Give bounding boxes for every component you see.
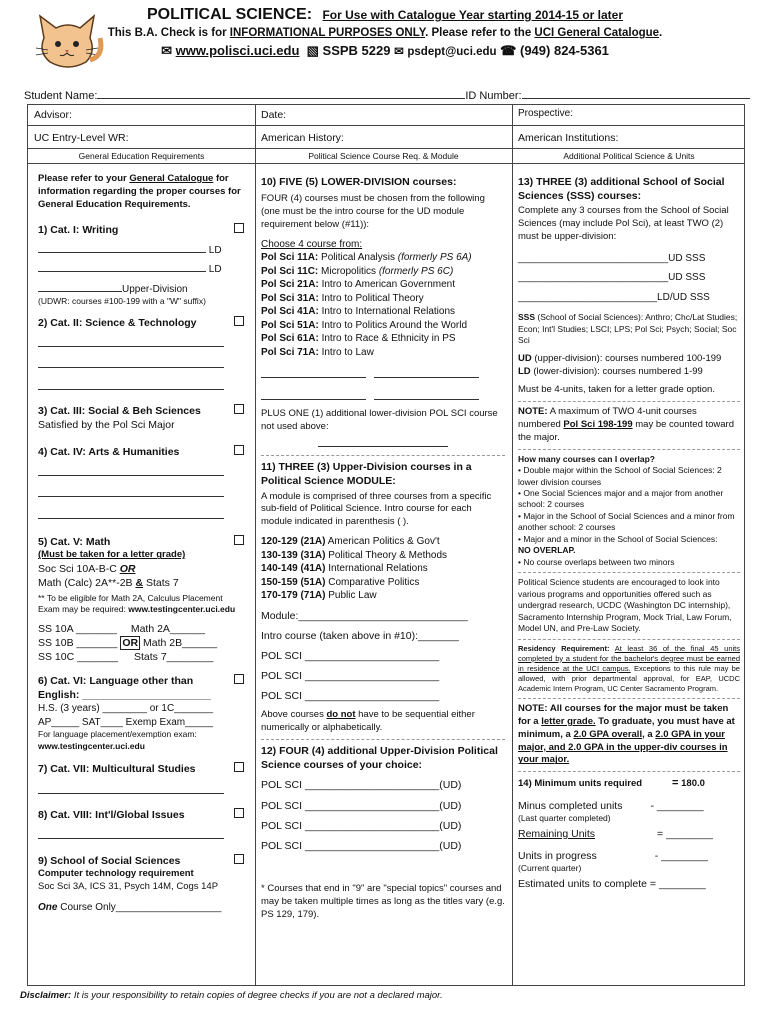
module-polsci-3[interactable]: POL SCI _______________________ bbox=[261, 690, 440, 703]
cat1-ud-line[interactable] bbox=[38, 291, 122, 292]
or-label: OR bbox=[119, 563, 136, 576]
one-course-field[interactable]: Course Only___________________ bbox=[60, 902, 222, 914]
module-name: Comparative Politics bbox=[328, 576, 420, 588]
completed-units-field[interactable]: ________ bbox=[656, 800, 704, 813]
course-name: Intro to American Government bbox=[321, 279, 455, 291]
american-institutions-label: American Institutions: bbox=[518, 132, 619, 144]
page-header bbox=[0, 6, 770, 59]
and-label: & bbox=[135, 577, 144, 590]
course-name: Intro to Race & Ethnicity in PS bbox=[321, 333, 456, 345]
id-number-label: ID Number: bbox=[465, 90, 522, 102]
module-list bbox=[261, 535, 505, 603]
letter-grade-note: (Must be taken for a letter grade) bbox=[38, 549, 186, 561]
additional-column bbox=[512, 175, 744, 891]
disclaimer-label: Disclaimer: bbox=[20, 990, 72, 1001]
student-info-line bbox=[24, 90, 750, 102]
entry-level-wr-label: UC Entry-Level WR: bbox=[34, 132, 129, 144]
cat5-math: 5) Cat. V: Math bbox=[38, 536, 111, 549]
lower-division-title: 10) FIVE (5) LOWER-DIVISION courses: bbox=[261, 176, 457, 188]
cat2-line-3[interactable] bbox=[38, 389, 224, 390]
estimated-units-field[interactable]: ________ bbox=[658, 877, 706, 890]
residency-exceptions: Exceptions to this rule may be allowed, with prior departmental approval, for EAP, UCDC Academic Intern Program, UC Center Sacramento Program. bbox=[518, 663, 740, 694]
course-code: Pol Sci 11C: bbox=[261, 265, 319, 277]
cat7-checkbox[interactable] bbox=[234, 762, 244, 772]
testing-center-link[interactable]: www.testingcenter.uci.edu bbox=[128, 604, 236, 615]
choose-label: Choose 4 course from: bbox=[261, 238, 363, 250]
prospective-label: Prospective: bbox=[518, 108, 574, 119]
cat8-line[interactable] bbox=[38, 838, 224, 839]
catalogue-link[interactable]: UCI General Catalogue bbox=[534, 27, 660, 39]
or-box: OR bbox=[122, 636, 139, 649]
overlap-item: • Major in the School of Social Sciences and a minor from another school: 2 courses bbox=[518, 510, 735, 533]
cat3-social: 3) Cat. III: Social & Beh Sciences bbox=[38, 405, 201, 418]
additional-units-heading: Additional Political Science & Units bbox=[563, 151, 695, 161]
residency-rule: At least 36 of the final 45 units completed by a student for the bachelor's degree must be earned in residence at the UCI campus. bbox=[518, 643, 741, 673]
remaining-units-field[interactable]: ________ bbox=[666, 827, 713, 840]
course-former: (formerly PS 6A) bbox=[397, 252, 472, 264]
ld-course-item bbox=[261, 292, 505, 306]
contact-line bbox=[0, 43, 770, 59]
ud-sss-2[interactable]: ___________________________UD SSS bbox=[518, 272, 706, 284]
disclaimer bbox=[20, 990, 760, 1001]
module-name: Political Theory & Methods bbox=[328, 549, 448, 561]
student-name-label: Student Name: bbox=[24, 90, 98, 102]
course-name: Intro to Law bbox=[321, 346, 374, 358]
cat8-global: 8) Cat. VIII: Int'l/Global Issues bbox=[38, 809, 185, 821]
module-polsci-2[interactable]: POL SCI _______________________ bbox=[261, 670, 440, 683]
cat2-science: 2) Cat. II: Science & Technology bbox=[38, 316, 197, 329]
building-icon: ▧ bbox=[306, 43, 319, 58]
module-field[interactable]: Module:_____________________________ bbox=[261, 609, 468, 622]
ud-sss-1[interactable]: ___________________________UD SSS bbox=[518, 252, 706, 264]
ss10c-field[interactable]: SS 10C _______ bbox=[38, 650, 118, 663]
cat4-checkbox[interactable] bbox=[234, 445, 244, 455]
course-code: Pol Sci 31A: bbox=[261, 292, 319, 304]
degree-check-grid bbox=[27, 104, 745, 986]
office-room: SSPB 5229 bbox=[322, 43, 391, 58]
sss-definition: (School of Social Sciences): Anthro; Chc/Lat Studies; Econ; Int'l Studies; LSCI; LPS; Pol Sci; Psych; Social; Soc Sci bbox=[518, 312, 738, 346]
cat1-ld-line-1[interactable] bbox=[38, 252, 206, 253]
language-testing-link[interactable]: www.testingcenter.uci.edu bbox=[38, 740, 145, 751]
cat3-checkbox[interactable] bbox=[234, 404, 244, 414]
course-code: Pol Sci 11A: bbox=[261, 252, 319, 264]
overlap-list bbox=[518, 465, 740, 568]
cat6-checkbox[interactable] bbox=[234, 674, 244, 684]
computer-courses: Soc Sci 3A, ICS 31, Psych 14M, Cogs 14P bbox=[38, 880, 219, 892]
ld-course-item bbox=[261, 278, 505, 292]
estimated-equals: = bbox=[649, 877, 657, 890]
course-name: Political Analysis bbox=[321, 252, 395, 264]
seq-pre: Above courses bbox=[261, 709, 324, 721]
ge-column bbox=[38, 173, 248, 915]
course-former: (formerly PS 6C) bbox=[378, 265, 454, 277]
overlap-item: • Major and a minor in the School of Social Sciences: bbox=[518, 533, 718, 544]
ge-requirements-heading: General Education Requirements bbox=[78, 151, 205, 161]
module-code: 140-149 (41A) bbox=[261, 563, 326, 575]
ud-abbrev: UD bbox=[518, 352, 532, 364]
cat8-checkbox[interactable] bbox=[234, 808, 244, 818]
upper-division-title: 12) FOUR (4) additional Upper-Division Political Science courses of your choice: bbox=[261, 745, 498, 772]
student-name-field[interactable] bbox=[97, 98, 465, 99]
title-text: POLITICAL SCIENCE: bbox=[146, 6, 313, 23]
soc-sci-sequence: Soc Sci 10A-B-C bbox=[38, 563, 117, 576]
overlap-item: • No course overlaps between two minors bbox=[518, 556, 675, 567]
cat3-note: Satisfied by the Pol Sci Major bbox=[38, 419, 175, 432]
overlap-item: • One Social Sciences major and a major from another school: 2 courses bbox=[518, 487, 724, 510]
min-units-label: 14) Minimum units required bbox=[518, 778, 643, 790]
cat4-line-3[interactable] bbox=[38, 518, 224, 519]
note2-pre: NOTE: All courses for the major must be taken for a bbox=[518, 703, 729, 728]
note2-mid2: , a bbox=[642, 728, 653, 740]
upper-division-label: Upper-Division bbox=[122, 283, 188, 295]
four-units-note: Must be 4-units, taken for a letter grade option. bbox=[518, 384, 715, 396]
note1-text: A maximum of TWO 4-unit courses numbered bbox=[518, 406, 697, 430]
hs-field[interactable]: H.S. (3 years) ________ or 1C_______ bbox=[38, 703, 214, 715]
module-item bbox=[261, 562, 505, 576]
email-link[interactable]: psdept@uci.edu bbox=[407, 46, 497, 58]
phone-icon: ☎ bbox=[500, 43, 517, 58]
cat2-line-2[interactable] bbox=[38, 367, 224, 368]
ld-course-item bbox=[261, 305, 505, 319]
course-name: Intro to Political Theory bbox=[321, 292, 424, 304]
sss-title: 13) THREE (3) additional School of Social Sciences (SSS) courses: bbox=[518, 176, 725, 203]
residency-label: Residency Requirement: bbox=[518, 643, 610, 653]
cat4-line-1[interactable] bbox=[38, 475, 224, 476]
envelope-icon: ✉ bbox=[161, 43, 172, 58]
lower-division-text: FOUR (4) courses must be chosen from the following (one must be the intro course for the UD module requirement below (#11)): bbox=[261, 193, 485, 230]
phone-number: (949) 824-5361 bbox=[520, 43, 609, 58]
ld-course-item bbox=[261, 319, 505, 333]
cat1-writing: 1) Cat. I: Writing bbox=[38, 224, 119, 237]
course-name: Micropolitics bbox=[321, 265, 377, 277]
informational-notice bbox=[0, 27, 770, 39]
ld-line-4[interactable] bbox=[374, 399, 479, 400]
course-code: Pol Sci 51A: bbox=[261, 319, 319, 331]
ld-line-1[interactable] bbox=[261, 377, 366, 378]
plus-one-line[interactable] bbox=[318, 446, 448, 447]
note2-mid: To graduate, you must have at minimum, a bbox=[518, 716, 735, 740]
remaining-equals: = bbox=[657, 827, 664, 840]
current-quarter-note: (Current quarter) bbox=[518, 863, 582, 874]
estimated-units-label: Estimated units to complete bbox=[518, 877, 647, 890]
minus-sign-2: - bbox=[654, 849, 659, 862]
ss10a-field[interactable]: SS 10A _______ bbox=[38, 622, 117, 635]
note1-courses: Pol Sci 198-199 bbox=[563, 418, 633, 430]
cat6-english-line[interactable]: English: ______________________ bbox=[38, 689, 211, 702]
website-link[interactable]: www.polisci.uci.edu bbox=[175, 43, 300, 58]
catalogue-year: For Use with Catalogue Year starting 2014-15 or later bbox=[322, 8, 624, 22]
note2-gpa-major: 2.0 GPA in your major, and 2.0 GPA in the upper-div courses in your major. bbox=[518, 728, 728, 766]
general-catalogue-link[interactable]: General Catalogue bbox=[129, 173, 214, 184]
minus-completed-label: Minus completed units bbox=[518, 800, 623, 813]
ld-course-item bbox=[261, 346, 505, 360]
cat7-multicultural: 7) Cat. VII: Multicultural Studies bbox=[38, 763, 196, 776]
note2-letter-grade: letter grade. bbox=[541, 716, 596, 728]
cat7-line[interactable] bbox=[38, 793, 224, 794]
ss10b-field[interactable]: SS 10B _______ bbox=[38, 636, 118, 649]
module-code: 130-139 (31A) bbox=[261, 549, 326, 561]
language-note: For language placement/exemption exam: bbox=[38, 729, 197, 740]
cat6-language: 6) Cat. VI: Language other than bbox=[38, 675, 194, 688]
ap-field[interactable]: AP_____ SAT____ Exemp Exam_____ bbox=[38, 716, 213, 728]
cat9-checkbox[interactable] bbox=[234, 854, 244, 864]
course-name: Intro to Politics Around the World bbox=[321, 319, 468, 331]
lower-division-course-list bbox=[261, 251, 505, 359]
ud-polsci-2[interactable]: POL SCI _______________________(UD) bbox=[261, 799, 462, 812]
module-item bbox=[261, 589, 505, 603]
ge-intro-post: for information regarding the proper courses for General Education Requirements. bbox=[38, 173, 241, 210]
stats7-field[interactable]: Stats 7________ bbox=[133, 650, 214, 663]
seq-do-not: do not bbox=[326, 709, 356, 721]
math2b-field[interactable]: Math 2B______ bbox=[143, 636, 218, 649]
ud-polsci-1[interactable]: POL SCI _______________________(UD) bbox=[261, 779, 462, 792]
note2-gpa-overall: 2.0 GPA overall bbox=[573, 728, 643, 740]
in-progress-field[interactable]: ________ bbox=[661, 849, 708, 862]
id-number-field[interactable] bbox=[522, 98, 750, 99]
ld-line-3[interactable] bbox=[261, 399, 366, 400]
ge-intro-pre: Please refer to your bbox=[38, 173, 127, 184]
overlap-title: How many courses can I overlap? bbox=[518, 453, 655, 464]
in-progress-label: Units in progress bbox=[518, 849, 597, 862]
notice-end: . bbox=[659, 27, 663, 39]
cat5-checkbox[interactable] bbox=[234, 535, 244, 545]
module-code: 120-129 (21A) bbox=[261, 536, 326, 548]
ldud-sss[interactable]: _________________________LD/UD SSS bbox=[518, 291, 710, 303]
module-item bbox=[261, 549, 505, 563]
opportunities-text: Political Science students are encouraged to look into various programs and opportunities offered such as undergrad research, UCDC (Washington DC internship), Sacramento Internship Program, Mock Trial, Law Forum, Model UN, and Pre-Law Society. bbox=[518, 577, 732, 634]
module-name: International Relations bbox=[328, 563, 428, 575]
american-history-label: American History: bbox=[261, 132, 344, 144]
module-code: 170-179 (71A) bbox=[261, 590, 326, 602]
cat1-ld-line-2[interactable] bbox=[38, 271, 206, 272]
ud-definition: (upper-division): courses numbered 100-199 bbox=[534, 352, 722, 364]
seq-post: have to be sequential either numerically or alphabetically. bbox=[261, 709, 475, 734]
module-item bbox=[261, 576, 505, 590]
math2a-field[interactable]: Math 2A______ bbox=[130, 622, 205, 635]
ld-definition: (lower-division): courses numbered 1-99 bbox=[533, 365, 703, 377]
polsci-column bbox=[255, 175, 505, 921]
ud-polsci-3[interactable]: POL SCI _______________________(UD) bbox=[261, 819, 462, 832]
course-code: Pol Sci 41A: bbox=[261, 306, 319, 318]
cat2-line-1[interactable] bbox=[38, 346, 224, 347]
course-name: Intro to International Relations bbox=[321, 306, 456, 318]
intro-course-field[interactable]: Intro course (taken above in #10):_______ bbox=[261, 629, 459, 642]
one-label: One bbox=[38, 902, 58, 914]
module-code: 150-159 (51A) bbox=[261, 576, 326, 588]
course-code: Pol Sci 21A: bbox=[261, 279, 319, 291]
ld-course-item bbox=[261, 332, 505, 346]
notice-post: . Please refer to the bbox=[425, 27, 532, 39]
note1-end: may be counted toward the major. bbox=[518, 418, 735, 443]
module-name: American Politics & Gov't bbox=[327, 536, 440, 548]
sss-text: Complete any 3 courses from the School of Social Sciences (may include Pol Sci), at least TWO (2) must be upper-division: bbox=[518, 205, 729, 242]
math-note-1: ** To be eligible for Math 2A, Calculus Placement bbox=[38, 592, 223, 603]
cat2-checkbox[interactable] bbox=[234, 316, 244, 326]
disclaimer-text: It is your responsibility to retain copies of degree checks if you are not a declared major. bbox=[73, 990, 443, 1001]
notice-pre: This B.A. Check is for bbox=[107, 27, 227, 39]
math-sequence: Math (Calc) 2A**-2B bbox=[38, 577, 133, 590]
notice-mid: INFORMATIONAL PURPOSES ONLY bbox=[229, 27, 426, 39]
remaining-units-label: Remaining Units bbox=[518, 827, 596, 840]
module-name: Public Law bbox=[328, 590, 377, 602]
mail-icon: ✉ bbox=[394, 46, 404, 58]
date-label: Date: bbox=[261, 109, 287, 121]
course-code: Pol Sci 61A: bbox=[261, 333, 319, 345]
ud-polsci-4[interactable]: POL SCI _______________________(UD) bbox=[261, 839, 462, 852]
math-note-2: Exam may be required: bbox=[38, 604, 126, 615]
ld-course-item bbox=[261, 265, 505, 279]
computer-requirement: Computer technology requirement bbox=[38, 867, 194, 879]
last-quarter-note: (Last quarter completed) bbox=[518, 813, 611, 824]
cat9-sss: 9) School of Social Sciences bbox=[38, 854, 181, 867]
ld-label: LD bbox=[208, 244, 222, 256]
sss-abbrev: SSS bbox=[518, 312, 536, 323]
cat1-checkbox[interactable] bbox=[234, 223, 244, 233]
plus-one-text: PLUS ONE (1) additional lower-division POL SCI course not used above: bbox=[261, 408, 498, 432]
overlap-item: • Double major within the School of Social Sciences: 2 lower division courses bbox=[518, 465, 722, 487]
ld-line-2[interactable] bbox=[374, 377, 479, 378]
advisor-label: Advisor: bbox=[34, 109, 72, 121]
special-topics-note: * Courses that end in "9" are "special topics" courses and may be taken multiple times as long as the titles vary (e.g. PS 129, 179). bbox=[261, 883, 505, 920]
module-text: A module is comprised of three courses from a specific sub-field of Political Science. Intro course for each module indicated in parenthesis ( ). bbox=[261, 490, 492, 528]
ld-label: LD bbox=[208, 264, 222, 276]
ld-abbrev: LD bbox=[518, 365, 531, 377]
module-title: 11) THREE (3) Upper-Division courses in a Political Science MODULE: bbox=[261, 461, 472, 488]
cat4-line-2[interactable] bbox=[38, 496, 224, 497]
cat4-arts: 4) Cat. IV: Arts & Humanities bbox=[38, 445, 180, 458]
polsci-requirements-heading: Political Science Course Req. & Module bbox=[308, 151, 459, 161]
minus-sign: - bbox=[650, 800, 654, 813]
page-title bbox=[0, 6, 770, 24]
module-item bbox=[261, 535, 505, 549]
ld-course-item bbox=[261, 251, 505, 265]
min-units-value: 180.0 bbox=[681, 778, 705, 790]
overlap-item: NO OVERLAP. bbox=[518, 545, 576, 556]
stats7-label: Stats 7 bbox=[145, 577, 179, 590]
course-code: Pol Sci 71A: bbox=[261, 346, 319, 358]
min-units-equals: = bbox=[672, 777, 679, 790]
module-polsci-1[interactable]: POL SCI _______________________ bbox=[261, 649, 440, 662]
udwr-note: (UDWR: courses #100-199 with a "W" suffix) bbox=[38, 296, 206, 307]
note1-label: NOTE: bbox=[518, 406, 548, 418]
